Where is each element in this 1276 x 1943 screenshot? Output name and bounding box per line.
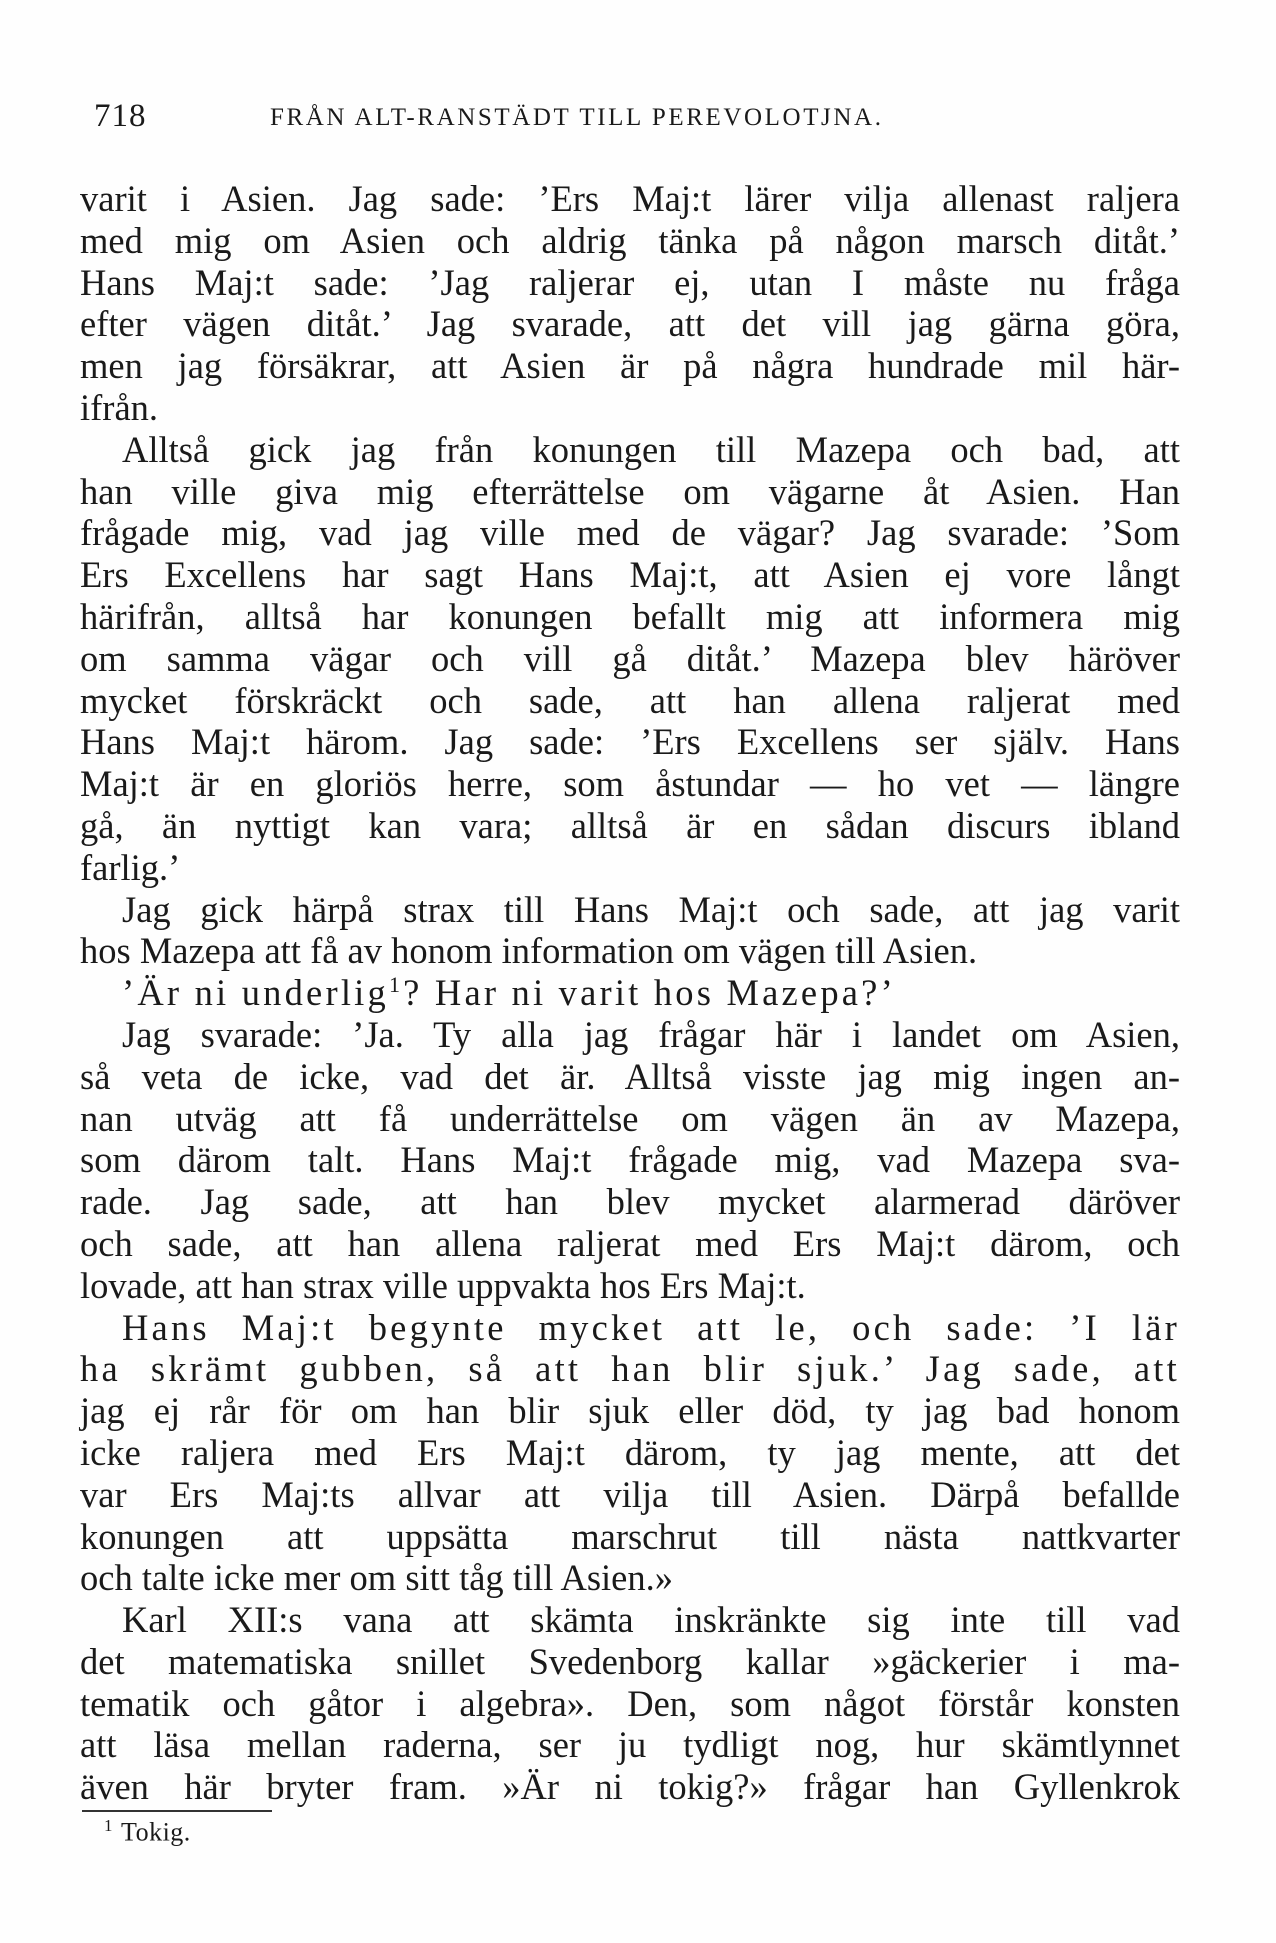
paragraph-start: Karl XII:s vana att skämta inskränkte sig inte till vad bbox=[122, 1599, 1180, 1641]
footnote-divider bbox=[82, 1810, 272, 1812]
text-line: Hans Maj:t härom. Jag sade: ’Ers Excellens ser själv. Hans bbox=[80, 721, 1180, 763]
text-line: icke raljera med Ers Maj:t därom, ty jag mente, att det bbox=[80, 1431, 1180, 1473]
text-line bbox=[80, 1348, 1180, 1390]
text-line: hos Mazepa att få av honom information om vägen till Asien. bbox=[80, 930, 978, 972]
text-line: tematik och gåtor i algebra». Den, som något förstår konsten bbox=[80, 1682, 1180, 1724]
text-line: att läsa mellan raderna, ser ju tydligt nog, hur skämtlynnet bbox=[80, 1724, 1180, 1766]
text-line: gå, än nyttigt kan vara; alltså är en sådan discurs ibland bbox=[80, 804, 1180, 846]
text-line: om samma vägar och vill gå ditåt.’ Mazepa blev häröver bbox=[80, 637, 1180, 679]
text-line: var Ers Maj:ts allvar att vilja till Asien. Därpå befallde bbox=[80, 1473, 1180, 1515]
text-line: mycket förskräckt och sade, att han allena raljerat med bbox=[80, 679, 1180, 721]
text-line: även här bryter fram. »Är ni tokig?» frågar han Gyllenkrok bbox=[80, 1766, 1180, 1808]
text-line: som därom talt. Hans Maj:t frågade mig, vad Mazepa sva- bbox=[80, 1139, 1180, 1181]
text-line: härifrån, alltså har konungen befallt mig att informera mig bbox=[80, 595, 1180, 637]
footnote bbox=[104, 1816, 191, 1848]
footnote-text: Tokig. bbox=[121, 1817, 191, 1847]
text-line: Hans Maj:t sade: ’Jag raljerar ej, utan I måste nu fråga bbox=[80, 261, 1180, 303]
text-line: frågade mig, vad jag ville med de vägar? Jag svarade: ’Som bbox=[80, 512, 1180, 554]
spaced-text: ha skrämt gubben, så att han blir sjuk.’ Jag sade, att bbox=[80, 1348, 1180, 1390]
body-text bbox=[80, 178, 1180, 1808]
text-line: så veta de icke, vad det är. Alltså visste jag mig ingen an- bbox=[80, 1055, 1180, 1097]
text-line: med mig om Asien och aldrig tänka på någon marsch ditåt.’ bbox=[80, 219, 1180, 261]
text-line: men jag försäkrar, att Asien är på några hundrade mil här- bbox=[80, 345, 1180, 387]
paragraph-start: Hans Maj:t begynte mycket att le, och sade: ’I lär bbox=[122, 1306, 1180, 1348]
text-line: och sade, att han allena raljerat med Ers Maj:t därom, och bbox=[80, 1222, 1180, 1264]
quote-line bbox=[80, 972, 1180, 1014]
running-head bbox=[94, 98, 1174, 138]
text-line: han ville giva mig efterrättelse om vägarne åt Asien. Han bbox=[80, 470, 1180, 512]
quote-text-before: ’Är ni underlig bbox=[122, 972, 389, 1014]
text-line: ifrån. bbox=[80, 386, 159, 428]
footnote-reference: 1 bbox=[388, 971, 404, 997]
paragraph-start: Jag gick härpå strax till Hans Maj:t och sade, att jag varit bbox=[122, 888, 1180, 930]
text-line: rade. Jag sade, att han blev mycket alarmerad däröver bbox=[80, 1181, 1180, 1223]
paragraph-start: Alltså gick jag från konungen till Mazepa och bad, att bbox=[122, 428, 1180, 470]
text-line: varit i Asien. Jag sade: ’Ers Maj:t lärer vilja allenast raljera bbox=[80, 178, 1180, 219]
text-line: nan utväg att få underrättelse om vägen än av Mazepa, bbox=[80, 1097, 1180, 1139]
footnote-mark: 1 bbox=[104, 1816, 113, 1835]
text-line: efter vägen ditåt.’ Jag svarade, att det vill jag gärna göra, bbox=[80, 303, 1180, 345]
text-line: jag ej rår för om han blir sjuk eller död, ty jag bad honom bbox=[80, 1390, 1180, 1432]
paragraph-start: Jag svarade: ’Ja. Ty alla jag frågar här i landet om Asien, bbox=[122, 1013, 1180, 1055]
text-line: det matematiska snillet Svedenborg kallar »gäckerier i ma- bbox=[80, 1640, 1180, 1682]
text-line: konungen att uppsätta marschrut till nästa nattkvarter bbox=[80, 1515, 1180, 1557]
page-number: 718 bbox=[94, 98, 147, 134]
text-line: och talte icke mer om sitt tåg till Asien.» bbox=[80, 1557, 674, 1599]
text-line: Maj:t är en gloriös herre, som åstundar — ho vet — längre bbox=[80, 763, 1180, 805]
text-line: Ers Excellens har sagt Hans Maj:t, att Asien ej vore långt bbox=[80, 554, 1180, 596]
running-title: FRÅN ALT-RANSTÄDT TILL PEREVOLOTJNA. bbox=[270, 104, 884, 131]
text-line: farlig.’ bbox=[80, 846, 181, 888]
text-line: lovade, att han strax ville uppvakta hos Ers Maj:t. bbox=[80, 1264, 806, 1306]
quote-text-after: ? Har ni varit hos Mazepa?’ bbox=[403, 972, 896, 1014]
